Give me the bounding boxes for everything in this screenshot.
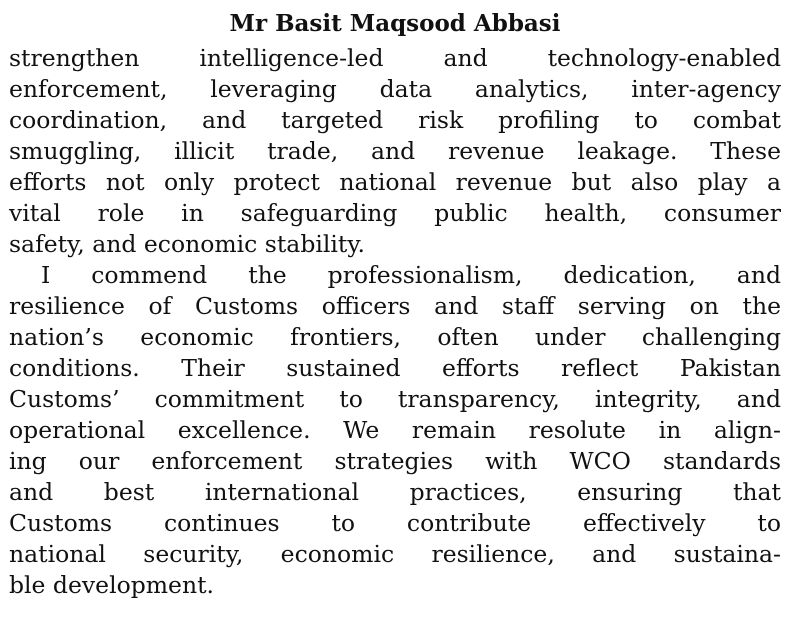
paragraph-1 [9, 43, 781, 260]
text-line: coordination, and targeted risk profiling to combat [9, 106, 781, 134]
text-line: smuggling, illicit trade, and revenue leakage. These [9, 137, 781, 165]
text-line: Customs’ commitment to transparency, integrity, and [9, 385, 781, 413]
text-line: ble development. [9, 571, 215, 599]
document-page [9, 9, 781, 601]
text-line: I commend the professionalism, dedication, and [41, 261, 781, 289]
page-title: Mr Basit Maqsood Abbasi [229, 10, 561, 37]
text-line: efforts not only protect national revenue but also play a [9, 168, 781, 196]
text-line: national security, economic resilience, and sustaina- [9, 540, 781, 568]
paragraph-2 [9, 260, 781, 601]
text-line: operational excellence. We remain resolute in align- [9, 416, 781, 444]
text-line: enforcement, leveraging data analytics, inter-agency [9, 75, 781, 103]
text-line: safety, and economic stability. [9, 230, 365, 258]
text-line: strengthen intelligence-led and technology-enabled [9, 44, 781, 72]
text-line: and best international practices, ensuring that [9, 478, 781, 506]
text-line: vital role in safeguarding public health, consumer [9, 199, 781, 227]
text-line: resilience of Customs officers and staff serving on the [9, 292, 781, 320]
text-line: Customs continues to contribute effectively to [9, 509, 781, 537]
text-line: nation’s economic frontiers, often under challenging [9, 323, 781, 351]
text-line: ing our enforcement strategies with WCO standards [9, 447, 781, 475]
text-line: conditions. Their sustained efforts reflect Pakistan [9, 354, 781, 382]
